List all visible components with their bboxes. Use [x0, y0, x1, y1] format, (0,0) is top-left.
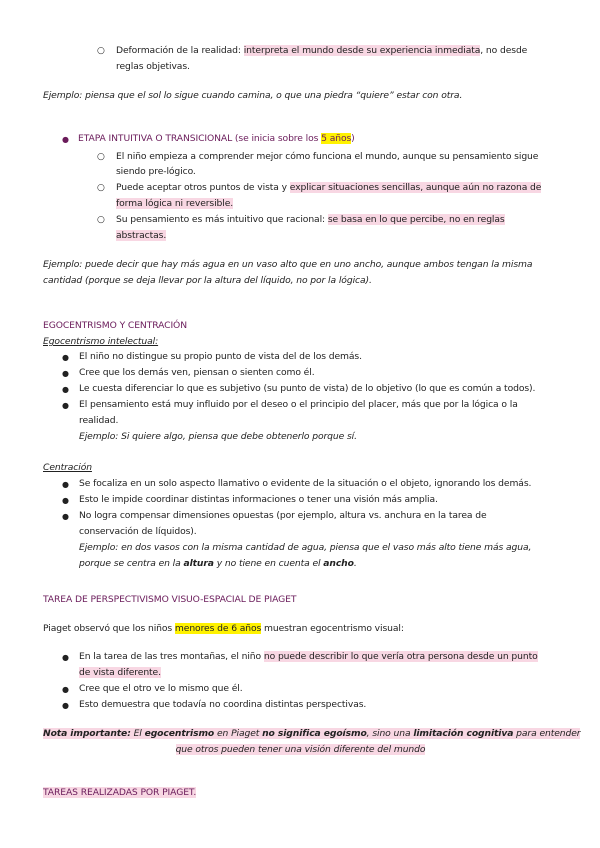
example-water-1 [43, 257, 532, 273]
cent-example-line-2 [79, 556, 357, 572]
highlight-text: menores de 6 años [174, 623, 262, 634]
persp-item-2 [79, 681, 243, 697]
text: En la tarea de las tres montañas, el niño [79, 651, 264, 662]
text: No logra compensar dimensiones opuestas (por ejemplo, altura vs. anchura en la tarea de [79, 510, 487, 521]
highlight-text: abstractas. [116, 230, 167, 241]
tareas-heading [43, 785, 196, 801]
text: . [353, 558, 357, 569]
p1-line-1 [116, 149, 538, 165]
ego-example [79, 429, 357, 445]
nota-importante-line-1 [43, 726, 580, 742]
cent-item-3-line-2 [79, 524, 197, 540]
text: y no tiene en cuenta el [213, 558, 324, 569]
text: realidad. [79, 415, 119, 426]
text: muestran egocentrismo visual: [261, 623, 404, 634]
subheading-text: Egocentrismo intelectual: [43, 336, 159, 347]
bold-text: no significa egoísmo [262, 728, 367, 739]
text: Cree que el otro ve lo mismo que él. [79, 683, 243, 694]
highlight-text: interpreta el mundo desde su experiencia inmediata [243, 45, 481, 56]
text: El pensamiento está muy influido por el deseo o el principio del placer, más que por la lógica o la [79, 399, 518, 410]
heading-text: ETAPA INTUITIVA O TRANSICIONAL [78, 133, 233, 144]
disc-bullet-icon: ● [62, 653, 69, 662]
perspectivismo-heading [43, 592, 296, 608]
ego-item-4-line-2 [79, 413, 118, 429]
text: Ejemplo: Si quiere algo, piensa que debe obtenerlo porque sí. [79, 431, 357, 442]
egocentrismo-heading [43, 318, 187, 334]
p1-line-2 [116, 164, 196, 180]
circle-bullet-icon: ○ [97, 183, 105, 193]
p2-line-1 [116, 180, 541, 196]
heading-text: TAREA DE PERSPECTIVISMO VISUO-ESPACIAL DE PIAGET [43, 594, 297, 605]
text: Puede aceptar otros puntos de vista y [116, 182, 290, 193]
bold-text: altura [183, 558, 214, 569]
etapa-intuitiva-heading [78, 131, 355, 147]
text: Ejemplo: puede decir que hay más agua en un vaso alto que en uno ancho, aunque ambos tengan la misma [43, 259, 533, 270]
circle-bullet-icon: ○ [97, 46, 105, 56]
disc-bullet-icon: ● [62, 353, 69, 362]
persp-item-1-line-1 [79, 649, 538, 665]
bold-text: limitación cognitiva [413, 728, 514, 739]
text: Esto demuestra que todavía no coordina distintas perspectivas. [79, 699, 367, 710]
disc-bullet-icon: ● [62, 512, 69, 521]
text: Ejemplo: en dos vasos con la misma cantidad de agua, piensa que el vaso más alto tiene más agua, [79, 542, 532, 553]
example-sun [43, 88, 462, 104]
text: El niño no distingue su propio punto de vista del de los demás. [79, 351, 362, 362]
bold-text: egocentrismo [144, 728, 215, 739]
ego-item-3 [79, 381, 535, 397]
p2-line-2 [116, 196, 233, 212]
ego-item-1 [79, 349, 362, 365]
cent-item-1 [79, 476, 531, 492]
disc-bullet-icon: ● [62, 369, 69, 378]
text: Piaget observó que los niños [43, 623, 175, 634]
disc-bullet-icon: ● [62, 385, 69, 394]
highlight-text: se basa en lo que percibe, no en reglas [327, 214, 505, 225]
highlight-text: forma lógica ni reversible. [116, 198, 234, 209]
disc-bullet-icon: ● [62, 480, 69, 489]
highlight-text: 5 años [321, 133, 352, 144]
text: reglas objetivas. [116, 61, 190, 72]
cent-example-line-1 [79, 540, 531, 556]
disc-bullet-icon: ● [62, 135, 69, 144]
circle-bullet-icon: ○ [97, 215, 105, 225]
text: Deformación de la realidad: [116, 45, 244, 56]
highlight-text: que otros pueden tener una visión diferente del mundo [175, 744, 426, 755]
persp-item-3 [79, 697, 366, 713]
example-water-2 [43, 273, 372, 289]
disc-bullet-icon: ● [62, 496, 69, 505]
text: , sino una [366, 728, 414, 739]
bold-text: ancho [323, 558, 354, 569]
cent-item-3-line-1 [79, 508, 487, 524]
disc-bullet-icon: ● [62, 701, 69, 710]
heading-text: TAREAS REALIZADAS POR PIAGET. [43, 787, 197, 798]
deformacion-line-2 [116, 59, 190, 75]
highlight-text: explicar situaciones sencillas, aunque aún no razona de [289, 182, 542, 193]
nota-importante-line-2 [43, 742, 558, 758]
text: Le cuesta diferenciar lo que es subjetivo (su punto de vista) de lo objetivo (lo que es común a todos). [79, 383, 536, 394]
text: en Piaget [214, 728, 263, 739]
subheading-text: Centración [43, 462, 92, 473]
text: para entender [513, 728, 581, 739]
text: siendo pre-lógico. [116, 166, 196, 177]
deformacion-line [116, 43, 527, 59]
p3-line-2 [116, 228, 166, 244]
text: porque se centra en la [79, 558, 184, 569]
text: Se focaliza en un solo aspecto llamativo o evidente de la situación o el objeto, ignorando los demás. [79, 478, 532, 489]
perspectivismo-intro [43, 621, 404, 637]
highlight-text: de vista diferente. [79, 667, 161, 678]
text: Su pensamiento es más intuitivo que racional: [116, 214, 328, 225]
text: ) [351, 133, 355, 144]
persp-item-1-line-2 [79, 665, 161, 681]
disc-bullet-icon: ● [62, 685, 69, 694]
ego-item-4-line-1 [79, 397, 518, 413]
centracion-subheading [43, 460, 92, 476]
p3-line-1 [116, 212, 505, 228]
text: , no desde [480, 45, 528, 56]
text: El niño empieza a comprender mejor cómo funciona el mundo, aunque su pensamiento sigue [116, 151, 539, 162]
circle-bullet-icon: ○ [97, 152, 105, 162]
highlight-text: no puede describir lo que vería otra persona desde un punto [263, 651, 538, 662]
disc-bullet-icon: ● [62, 401, 69, 410]
cent-item-2 [79, 492, 438, 508]
heading-text: EGOCENTRISMO Y CENTRACIÓN [43, 320, 187, 331]
ego-item-2 [79, 365, 315, 381]
bold-text: Nota importante: [43, 728, 131, 739]
text: conservación de líquidos). [79, 526, 197, 537]
text: cantidad (porque se deja llevar por la altura del líquido, no por la lógica). [43, 275, 372, 286]
egocentrismo-intelectual-subheading [43, 334, 158, 350]
text: Cree que los demás ven, piensan o sienten como él. [79, 367, 315, 378]
text: Ejemplo: piensa que el sol lo sigue cuando camina, o que una piedra “quiere” estar con otra. [43, 90, 463, 101]
text: Esto le impide coordinar distintas informaciones o tener una visión más amplia. [79, 494, 438, 505]
text: El [130, 728, 145, 739]
text: (se inicia sobre los [232, 133, 322, 144]
